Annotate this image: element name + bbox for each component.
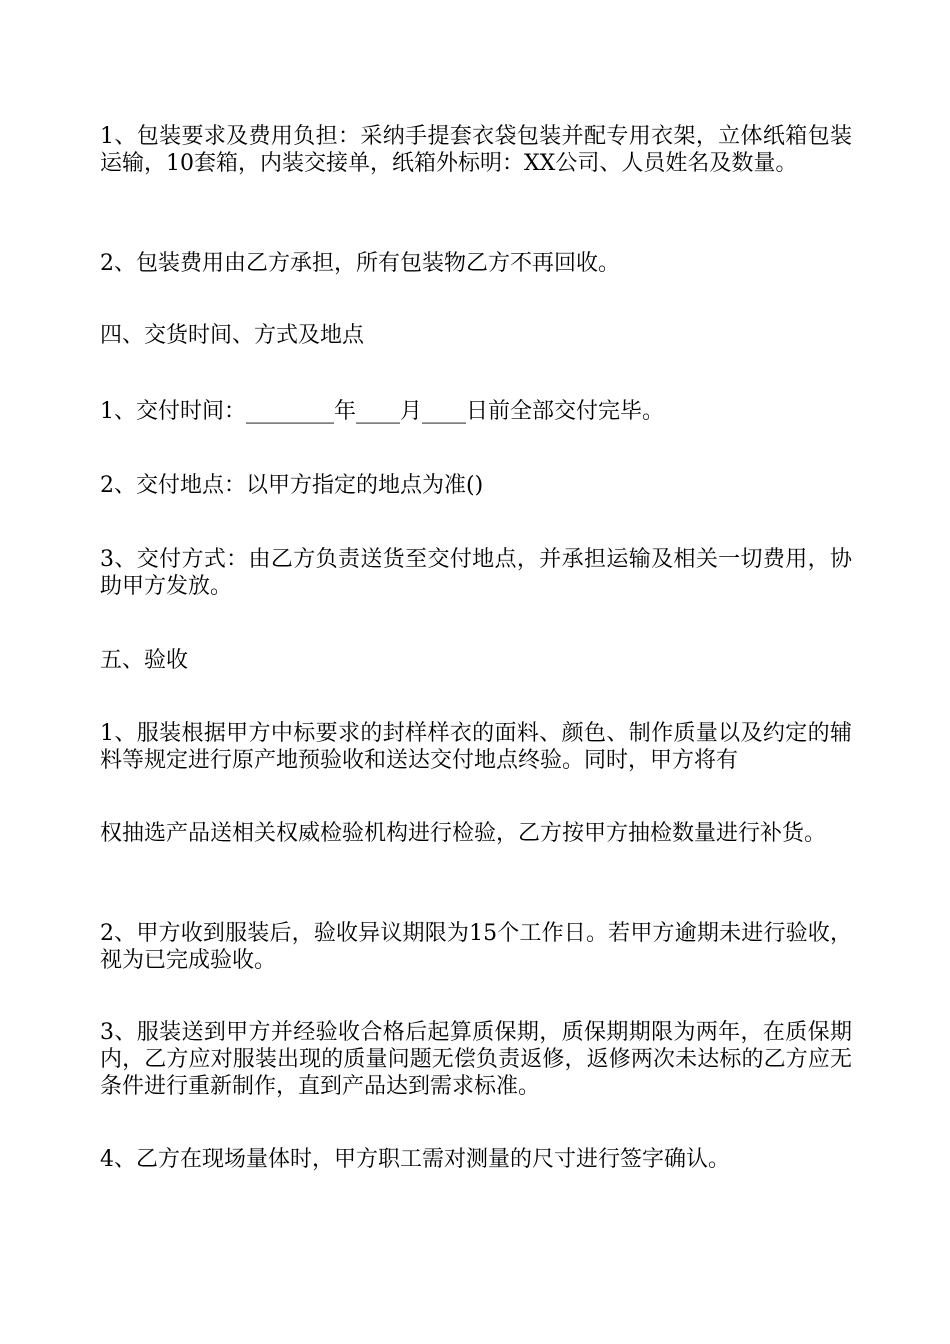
- paragraph-delivery-time: 1、交付时间：________年____月____日前全部交付完毕。: [100, 399, 664, 424]
- paragraph-warranty: 3、服装送到甲方并经验收合格后起算质保期，质保期期限为两年，在质保期内，乙方应对服装出现的质量问题无偿负责返修，返修两次未达标的乙方应无条件进行重新制作，直到产品达到需求标准。: [100, 1020, 852, 1099]
- paragraph-acceptance-sampling: 权抽选产品送相关权威检验机构进行检验，乙方按甲方抽检数量进行补货。: [100, 821, 827, 846]
- paragraph-acceptance-objection-period: 2、甲方收到服装后，验收异议期限为15个工作日。若甲方逾期未进行验收，视为已完成验收。: [100, 921, 852, 973]
- paragraph-measurement-confirmation: 4、乙方在现场量体时，甲方职工需对测量的尺寸进行签字确认。: [100, 1147, 730, 1172]
- paragraph-delivery-location: 2、交付地点：以甲方指定的地点为准(): [100, 473, 484, 498]
- paragraph-delivery-method: 3、交付方式：由乙方负责送货至交付地点，并承担运输及相关一切费用，协助甲方发放。: [100, 547, 852, 599]
- paragraph-acceptance-inspection: 1、服装根据甲方中标要求的封样样衣的面料、颜色、制作质量以及约定的辅料等规定进行原产地预验收和送达交付地点终验。同时，甲方将有: [100, 721, 852, 773]
- paragraph-packaging-requirements: 1、包装要求及费用负担：采纳手提套衣袋包装并配专用衣架，立体纸箱包装运输，10套箱，内装交接单，纸箱外标明：XX公司、人员姓名及数量。: [100, 124, 852, 176]
- section-heading-delivery: 四、交货时间、方式及地点: [100, 323, 365, 348]
- paragraph-packaging-cost: 2、包装费用由乙方承担，所有包装物乙方不再回收。: [100, 251, 620, 276]
- section-heading-acceptance: 五、验收: [100, 648, 189, 673]
